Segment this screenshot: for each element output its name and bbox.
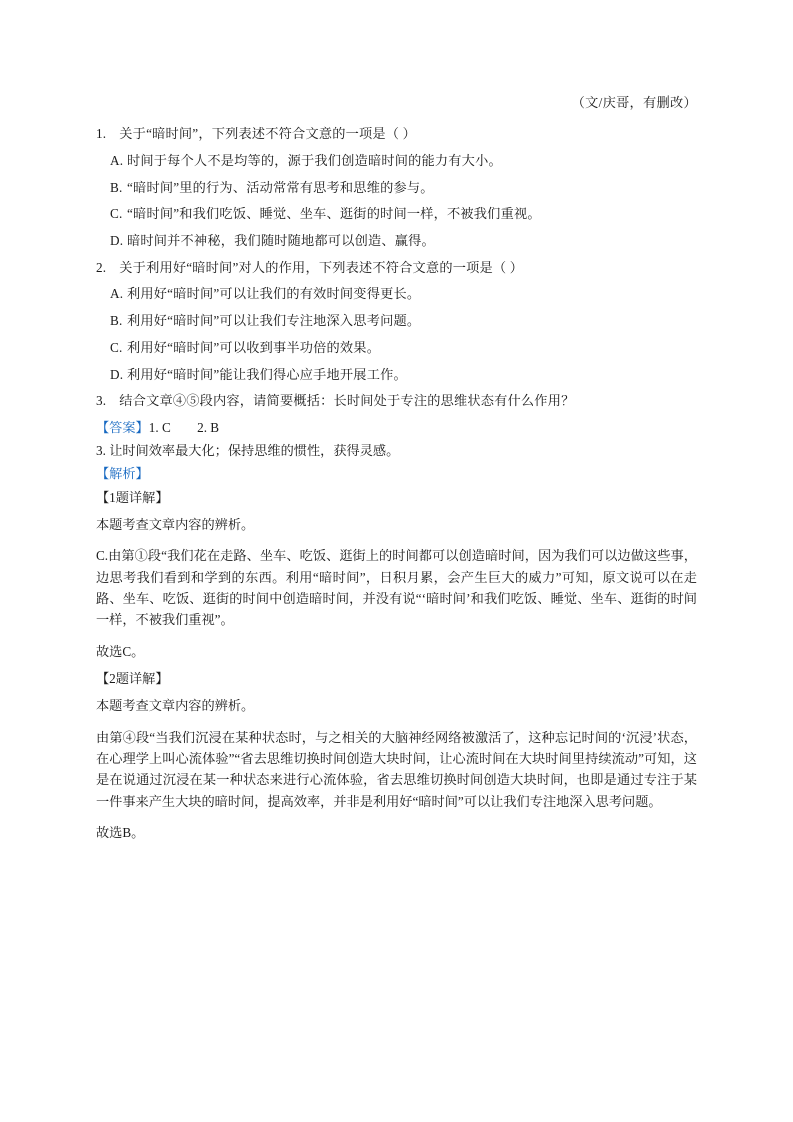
- attribution-line: （文/庆哥，有删改）: [571, 95, 697, 110]
- option-text: 利用好“暗时间”可以让我们专注地深入思考问题。: [127, 313, 421, 329]
- option-label: D.: [110, 233, 124, 249]
- question-1-option-b: [96, 181, 697, 194]
- question-2-option-d: [96, 368, 697, 381]
- question-2-number: 2.: [96, 259, 107, 275]
- question-1-option-d: [96, 234, 697, 247]
- option-label: B.: [110, 179, 123, 195]
- analysis-section-2-paragraph-2: 由第④段“当我们沉浸在某种状态时，与之相关的大脑神经网络被激活了，这种忘记时间的‘沉浸’状态，在心理学上叫心流体验”“省去思维切换时间创造大块时间，让心流时间在大块时间里持续流动”可知，这是在说通过沉浸在某一种状态来进行心流体验，省去思维切换时间创造大块时间，也即是通过专注于某一件事来产生大块的暗时间，提高效率，并非是利用好“暗时间”可以让我们专注地深入思考问题。: [96, 729, 697, 809]
- question-3-text: 结合文章④⑤段内容，请简要概括：长时间处于专注的思维状态有什么作用？: [119, 393, 575, 409]
- analysis-section-1-heading: 【1题详解】: [96, 489, 169, 505]
- option-label: C.: [110, 206, 123, 222]
- document-body: [96, 96, 697, 843]
- question-3-stem: [96, 394, 697, 407]
- option-text: “暗时间”和我们吃饭、睡觉、坐车、逛街的时间一样，不被我们重视。: [127, 206, 541, 222]
- question-1-option-a: [96, 154, 697, 167]
- analysis-section-1-paragraph-3: 故选C。: [96, 643, 145, 659]
- option-text: 利用好“暗时间”能让我们得心应手地开展工作。: [127, 366, 407, 382]
- answer-tag: 【答案】: [96, 419, 149, 435]
- question-1-text: 关于“暗时间”，下列表述不符合文意的一项是（ ）: [119, 126, 417, 142]
- option-label: B.: [110, 313, 123, 329]
- question-1-stem: [96, 127, 697, 140]
- analysis-section-1-paragraph-1: 本题考查文章内容的辨析。: [96, 516, 255, 532]
- answer-block: [96, 421, 697, 434]
- analysis-section-2-paragraph-1: 本题考查文章内容的辨析。: [96, 698, 255, 714]
- question-2-stem: [96, 261, 697, 274]
- option-label: A.: [110, 152, 124, 168]
- option-text: 利用好“暗时间”可以让我们的有效时间变得更长。: [127, 286, 421, 302]
- option-text: 暗时间并不神秘，我们随时随地都可以创造、赢得。: [127, 233, 435, 249]
- option-label: D.: [110, 366, 124, 382]
- question-1-option-c: [96, 207, 697, 220]
- question-2-text: 关于利用好“暗时间”对人的作用，下列表述不符合文意的一项是（ ）: [119, 259, 524, 275]
- option-text: 利用好“暗时间”可以收到事半功倍的效果。: [127, 339, 381, 355]
- option-label: A.: [110, 286, 124, 302]
- answer-item-3: 3. 让时间效率最大化；保持思维的惯性，获得灵感。: [96, 443, 400, 459]
- analysis-section-2-paragraph-3: 故选B。: [96, 825, 145, 841]
- question-3-number: 3.: [96, 393, 107, 409]
- question-2-option-b: [96, 314, 697, 327]
- question-1-number: 1.: [96, 126, 107, 142]
- option-label: C.: [110, 339, 123, 355]
- question-2-option-c: [96, 341, 697, 354]
- analysis-section-1-paragraph-2: C.由第①段“我们花在走路、坐车、吃饭、逛街上的时间都可以创造暗时间，因为我们可以边做这些事，边思考我们看到和学到的东西。利用“暗时间”，日积月累，会产生巨大的威力”可知，原文说可以在走路、坐车、吃饭、逛街的时间中创造暗时间，并没有说“‘暗时间’和我们吃饭、睡觉、坐车、逛街的时间一样，不被我们重视”。: [96, 548, 697, 628]
- option-text: “暗时间”里的行为、活动常常有思考和思维的参与。: [127, 179, 434, 195]
- analysis-section-2-heading: 【2题详解】: [96, 671, 169, 686]
- analysis-tag: 【解析】: [96, 466, 149, 482]
- question-2-option-a: [96, 287, 697, 300]
- answer-items: 1. C 2. B: [148, 419, 220, 435]
- option-text: 时间于每个人不是均等的，源于我们创造暗时间的能力有大小。: [127, 152, 502, 168]
